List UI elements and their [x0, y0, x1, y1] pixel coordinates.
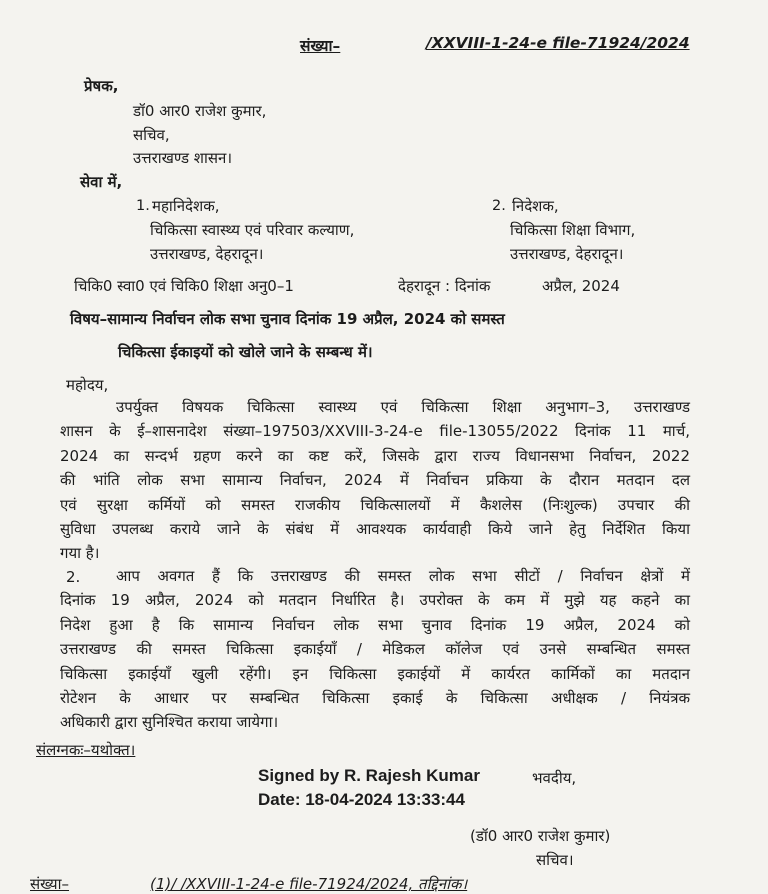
paragraph-2-line: रोटेशन के आधार पर सम्बन्धित चिकित्सा इकाई के चिकित्सा अधीक्षक / नियंत्रक	[60, 689, 690, 708]
subject-line1: विषय–सामान्य निर्वाचन लोक सभा चुनाव दिनांक 19 अप्रैल, 2024 को समस्त	[70, 310, 505, 328]
paragraph-1-line: 2024 का सन्दर्भ ग्रहण करने का कष्ट करें, जिसके द्वारा राज्य विधानसभा निर्वाचन, 2022	[60, 446, 690, 465]
recipient1-place: उत्तराखण्ड, देहरादून।	[150, 245, 264, 263]
paragraph-2	[60, 564, 690, 735]
recipient2-title: निदेशक,	[512, 197, 559, 215]
paragraph-2-line: चिकित्सा इकाईयाँ खुली रहेंगी। इन चिकित्सा इकाईयों में कार्यरत कार्मिकों का मतदान	[60, 664, 690, 683]
letter-number-label: संख्या–	[300, 37, 341, 55]
salutation: महोदय,	[66, 376, 109, 394]
signatory-designation: सचिव।	[536, 851, 574, 869]
to-label: सेवा में,	[80, 173, 123, 191]
paragraph-1-line: उपर्युक्त विषयक चिकित्सा स्वास्थ्य एवं चिकित्सा शिक्षा अनुभाग–3, उत्तराखण्ड	[116, 398, 690, 416]
sender-office: उत्तराखण्ड शासन।	[133, 149, 233, 167]
paragraph-2-line: अधिकारी द्वारा सुनिश्चित कराया जायेगा।	[60, 713, 279, 732]
recipient2-dept: चिकित्सा शिक्षा विभाग,	[510, 221, 636, 239]
paragraph-1	[60, 395, 690, 566]
paragraph-1-line: गया है।	[60, 544, 100, 563]
enclosure-note: संलग्नकः–यथोक्त।	[36, 741, 136, 759]
sender-designation: सचिव,	[133, 126, 170, 144]
sender-label: प्रेषक,	[84, 77, 119, 95]
recipient2-place: उत्तराखण्ड, देहरादून।	[510, 245, 624, 263]
subject-line2: चिकित्सा ईकाइयों को खोले जाने के सम्बन्ध में।	[118, 343, 373, 361]
recipient1-dept: चिकित्सा स्वास्थ्य एवं परिवार कल्याण,	[150, 221, 355, 239]
place-date-label: देहरादून : दिनांक	[398, 277, 491, 295]
paragraph-2-line: निदेश हुआ है कि सामान्य निर्वाचन लोक सभा चुनाव दिनांक 19 अप्रैल, 2024 को	[60, 615, 690, 634]
sender-name: डॉ0 आर0 राजेश कुमार,	[133, 102, 267, 120]
paragraph-2-number: 2.	[66, 568, 81, 586]
letter-date: अप्रैल, 2024	[542, 277, 620, 295]
letter-number: /XXVIII-1-24-e file-71924/2024	[426, 34, 690, 52]
recipient2-number: 2.	[492, 198, 506, 214]
recipient1-title: महानिदेशक,	[152, 197, 220, 215]
footer-number-label: संख्या–	[30, 875, 70, 893]
footer-number: (1)/ /XXVIII-1-24-e file-71924/2024, तद्दिनांक।	[150, 875, 468, 893]
digital-signature-name: Signed by R. Rajesh Kumar	[258, 766, 480, 785]
closing-word: भवदीय,	[532, 769, 577, 787]
digital-signature-date: Date: 18-04-2024 13:33:44	[258, 790, 465, 809]
paragraph-2-line: उत्तराखण्ड की समस्त चिकित्सा इकाईयाँ / मेडिकल कॉलेज एवं उनसे सम्बन्धित समस्त	[60, 640, 690, 659]
paragraph-1-line: की भांति लोक सभा सामान्य निर्वाचन, 2024 में निर्वाचन प्रकिया के दौरान मतदान दल	[60, 471, 690, 490]
section-name: चिकि0 स्वा0 एवं चिकि0 शिक्षा अनु0–1	[74, 277, 294, 295]
paragraph-1-line: एवं सुरक्षा कर्मियों को समस्त राजकीय चिकित्सालयों में कैशलेस (निःशुल्क) उपचार की	[60, 495, 690, 514]
recipient1-number: 1.	[136, 198, 150, 214]
paragraph-2-line: आप अवगत हैं कि उत्तराखण्ड की समस्त लोक सभा सीटों / निर्वाचन क्षेत्रों में	[116, 567, 690, 585]
paragraph-2-line: दिनांक 19 अप्रैल, 2024 को मतदान निर्धारित है। उपरोक्त के कम में मुझे यह कहने का	[60, 591, 690, 610]
paragraph-1-line: शासन के ई–शासनादेश संख्या–197503/XXVIII-3-24-e file-13055/2022 दिनांक 11 मार्च,	[60, 422, 690, 441]
signatory-name: (डॉ0 आर0 राजेश कुमार)	[470, 827, 611, 845]
paragraph-1-line: सुविधा उपलब्ध कराये जाने के संबंध में आवश्यक कार्यवाही किये जाने हेतु निर्देशित किया	[60, 520, 690, 539]
